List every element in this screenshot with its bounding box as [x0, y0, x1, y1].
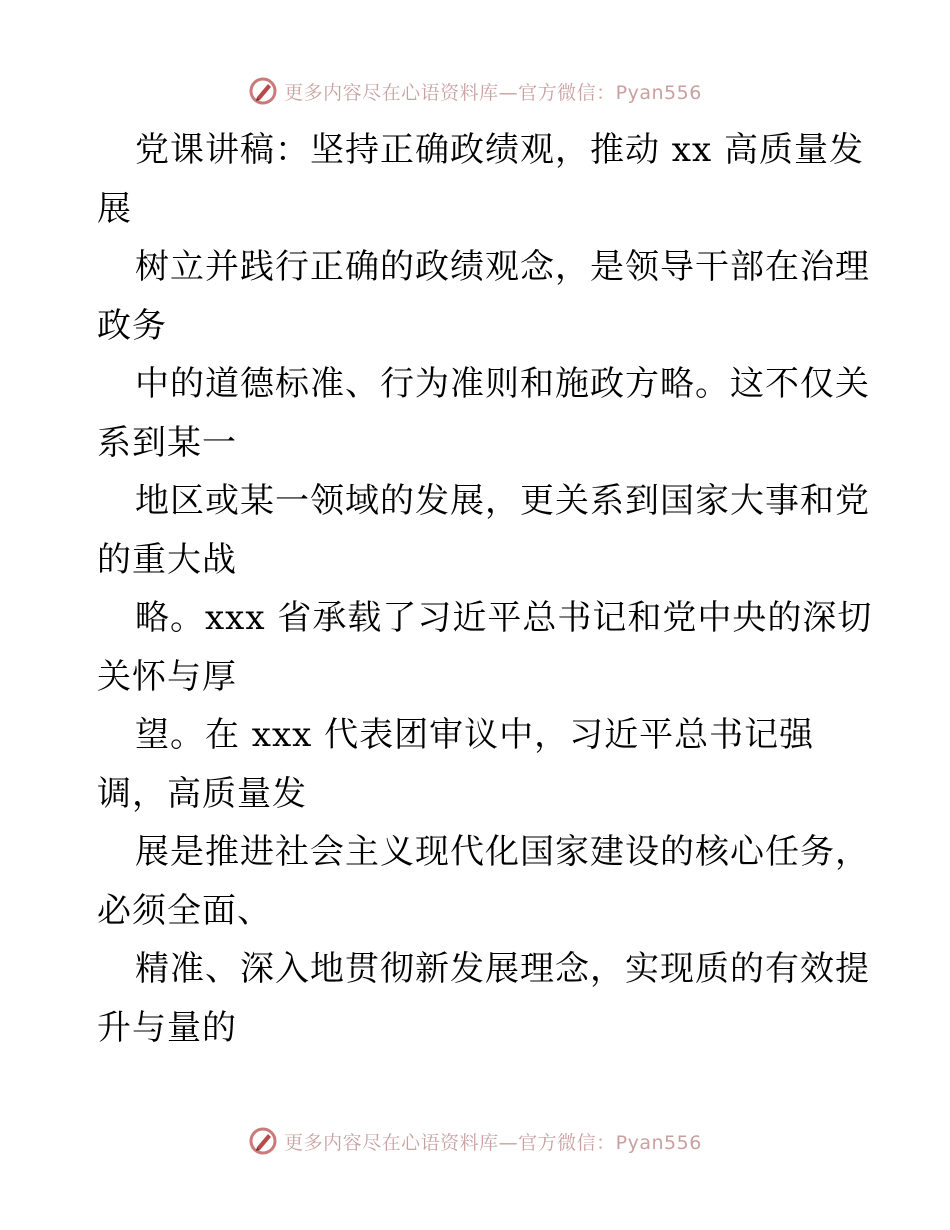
header-banner	[0, 71, 950, 111]
text-line: 政务	[97, 305, 167, 346]
text-line: 系到某一	[97, 422, 237, 463]
text-line: 升与量的	[97, 1007, 237, 1048]
text-line: 的重大战	[97, 539, 237, 580]
header-banner-text: 更多内容尽在心语资料库—官方微信：Pyan556	[284, 81, 702, 104]
footer-banner	[0, 1121, 950, 1161]
text-line: 望。在 xxx 代表团审议中，习近平总书记强	[135, 715, 815, 755]
text-line: 树立并践行正确的政绩观念，是领导干部在治理	[135, 247, 870, 287]
document-body	[97, 121, 873, 1057]
footer-banner-text: 更多内容尽在心语资料库—官方微信：Pyan556	[284, 1131, 702, 1154]
text-line: 关怀与厚	[97, 656, 237, 697]
text-line: 地区或某一领域的发展，更关系到国家大事和党	[135, 481, 870, 521]
text-line: 调，高质量发	[97, 773, 307, 814]
text-line: 党课讲稿：坚持正确政绩观，推动 xx 高质量发	[135, 130, 864, 170]
text-line: 精准、深入地贯彻新发展理念，实现质的有效提	[135, 949, 870, 989]
text-line: 展是推进社会主义现代化国家建设的核心任务，	[135, 832, 870, 872]
text-line: 中的道德标准、行为准则和施政方略。这不仅关	[135, 364, 870, 404]
pen-logo-icon	[248, 76, 278, 106]
text-line: 略。xxx 省承载了习近平总书记和党中央的深切	[135, 598, 873, 638]
text-line: 必须全面、	[97, 890, 272, 931]
pen-logo-icon	[248, 1126, 278, 1156]
text-line: 展	[97, 188, 132, 229]
